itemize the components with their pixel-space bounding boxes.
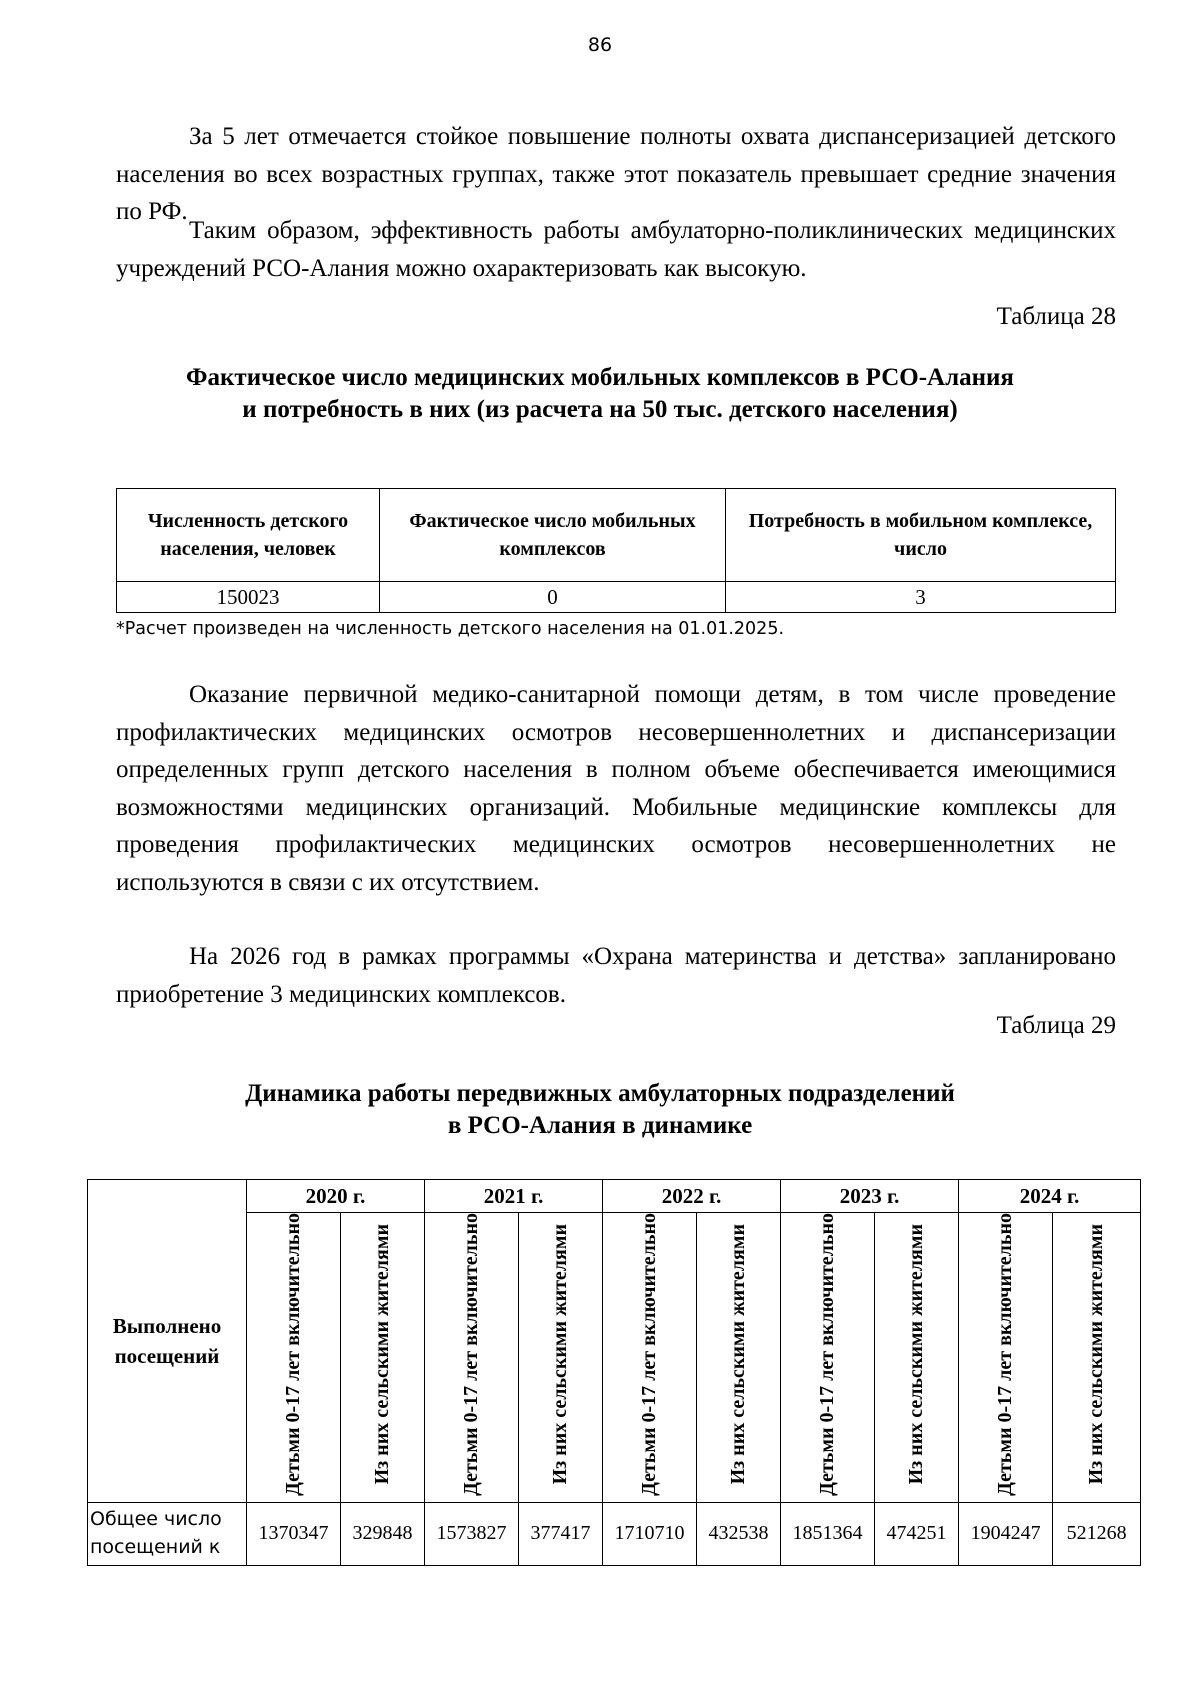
subheader-rural-2024: Из них сельскими жителями <box>1053 1213 1141 1503</box>
year-2023: 2023 г. <box>781 1180 959 1213</box>
table-29-title-line-1: Динамика работы передвижных амбулаторных подразделений <box>245 1080 955 1107</box>
value-rural-2024: 521268 <box>1053 1502 1141 1565</box>
table-28-footnote: *Расчет произведен на численность детского населения на 01.01.2025. <box>116 619 785 639</box>
value-rural-2023: 474251 <box>875 1502 959 1565</box>
value-rural-2021: 377417 <box>519 1502 603 1565</box>
table-29-row-header: Выполнено посещений <box>88 1180 247 1503</box>
table-29-row-label: Общее число посещений к <box>88 1502 247 1565</box>
value-rural-2022: 432538 <box>697 1502 781 1565</box>
subheader-children-2022: Детьми 0-17 лет включительно <box>603 1213 697 1503</box>
table-28 <box>116 488 1116 613</box>
subheader-children-2024: Детьми 0-17 лет включительно <box>959 1213 1053 1503</box>
subheader-rural-2022: Из них сельскими жителями <box>697 1213 781 1503</box>
table-28-title-line-1: Фактическое число медицинских мобильных комплексов в РСО-Алания <box>186 364 1014 391</box>
table-29-caption: Таблица 29 <box>996 1012 1116 1039</box>
paragraph-coverage: За 5 лет отмечается стойкое повышение полноты охвата диспансеризацией детского населения во всех возрастных группах, также этот показатель превышает средние значения по РФ. <box>116 123 1116 225</box>
value-children-2021: 1573827 <box>425 1502 519 1565</box>
subheader-children-2021: Детьми 0-17 лет включительно <box>425 1213 519 1503</box>
year-2022: 2022 г. <box>603 1180 781 1213</box>
table-row <box>117 582 1116 613</box>
table-29-year-row <box>88 1180 1141 1213</box>
table-28-header-actual: Фактическое число мобильных комплексов <box>380 489 726 582</box>
subheader-rural-2023: Из них сельскими жителями <box>875 1213 959 1503</box>
table-29 <box>87 1179 1141 1566</box>
value-rural-2020: 329848 <box>341 1502 425 1565</box>
table-28-title-line-2: и потребность в них (из расчета на 50 тыс. детского населения) <box>242 396 958 423</box>
page-number: 86 <box>587 34 613 56</box>
table-28-cell-need: 3 <box>726 582 1116 613</box>
subheader-children-2020: Детьми 0-17 лет включительно <box>247 1213 341 1503</box>
value-children-2020: 1370347 <box>247 1502 341 1565</box>
subheader-rural-2021: Из них сельскими жителями <box>519 1213 603 1503</box>
year-2020: 2020 г. <box>247 1180 425 1213</box>
year-2021: 2021 г. <box>425 1180 603 1213</box>
value-children-2024: 1904247 <box>959 1502 1053 1565</box>
value-children-2023: 1851364 <box>781 1502 875 1565</box>
value-children-2022: 1710710 <box>603 1502 697 1565</box>
table-29-title-line-2: в РСО-Алания в динамике <box>447 1112 753 1139</box>
subheader-rural-2020: Из них сельскими жителями <box>341 1213 425 1503</box>
table-row <box>88 1502 1141 1565</box>
paragraph-plan-2026: На 2026 год в рамках программы «Охрана материнства и детства» запланировано приобретение 3 медицинских комплексов. <box>116 943 1116 1008</box>
table-28-cell-population: 150023 <box>117 582 380 613</box>
table-28-caption: Таблица 28 <box>996 303 1116 330</box>
table-28-header-row <box>117 489 1116 582</box>
paragraph-primary-care: Оказание первичной медико-санитарной помощи детям, в том числе проведение профилактических медицинских осмотров несовершеннолетних и диспансеризации определенных групп детского населения в полном объеме обеспечивается имеющимися возможностями медицинских организаций. Мобильные медицинские комплексы для проведения профилактических медицинских осмотров несовершеннолетних не используются в связи с их отсутствием. <box>116 681 1116 896</box>
year-2024: 2024 г. <box>959 1180 1141 1213</box>
subheader-children-2023: Детьми 0-17 лет включительно <box>781 1213 875 1503</box>
table-28-header-need: Потребность в мобильном комплексе, число <box>726 489 1116 582</box>
table-28-header-population: Численность детского населения, человек <box>117 489 380 582</box>
table-28-cell-actual: 0 <box>380 582 726 613</box>
paragraph-efficiency: Таким образом, эффективность работы амбулаторно-поликлинических медицинских учреждений РСО-Алания можно охарактеризовать как высокую. <box>116 217 1116 282</box>
